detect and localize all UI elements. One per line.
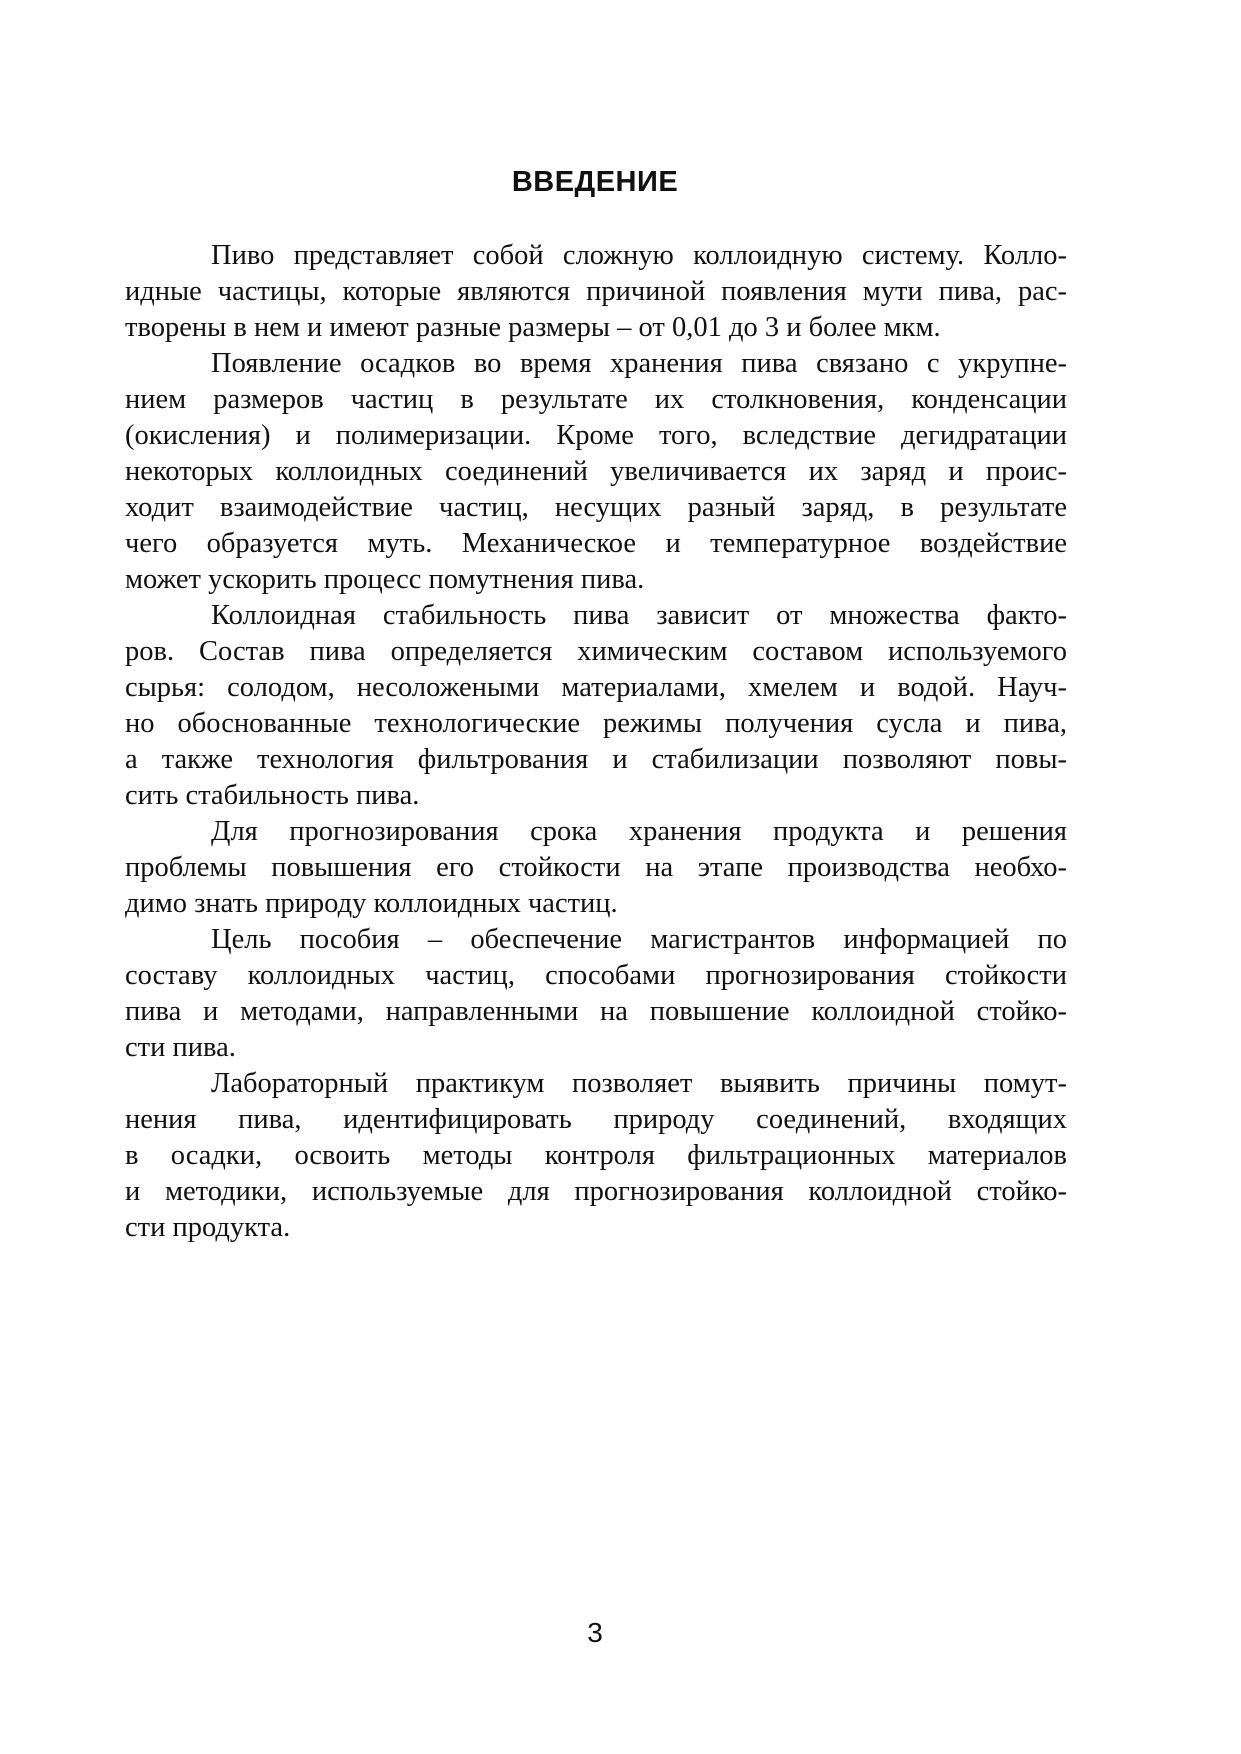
text-line: творены в нем и имеют разные размеры – от 0,01 до 3 и более мкм. <box>125 312 941 343</box>
text-line: а также технология фильтрования и стабилизации позволяют повы- <box>125 744 1067 775</box>
text-line: чего образуется муть. Механическое и температурное воздействие <box>125 528 1067 559</box>
paragraph <box>125 1066 1067 1246</box>
paragraph <box>125 814 1067 922</box>
text-line: Появление осадков во время хранения пива связано с укрупне- <box>211 348 1067 379</box>
text-line: может ускорить процесс помутнения пива. <box>125 564 645 595</box>
text-line: Коллоидная стабильность пива зависит от множества факто- <box>211 600 1067 631</box>
text-line: ходит взаимодействие частиц, несущих разный заряд, в результате <box>125 492 1067 523</box>
paragraph <box>125 922 1067 1066</box>
text-line: некоторых коллоидных соединений увеличивается их заряд и проис- <box>125 456 1067 487</box>
page-title: ВВЕДЕНИЕ <box>511 166 679 198</box>
text-line: (окисления) и полимеризации. Кроме того, вследствие дегидратации <box>125 420 1067 451</box>
paragraph <box>125 346 1067 598</box>
text-line: составу коллоидных частиц, способами прогнозирования стойкости <box>125 960 1067 991</box>
paragraph <box>125 238 1067 346</box>
page-number: 3 <box>587 1617 603 1648</box>
text-line: нием размеров частиц в результате их столкновения, конденсации <box>125 384 1067 415</box>
text-line: Цель пособия – обеспечение магистрантов информацией по <box>211 924 1067 955</box>
text-line: идные частицы, которые являются причиной появления мути пива, рас- <box>125 276 1067 307</box>
text-line: димо знать природу коллоидных частиц. <box>125 888 618 919</box>
text-line: сить стабильность пива. <box>125 780 420 811</box>
text-line: Пиво представляет собой сложную коллоидную систему. Колло- <box>211 240 1067 271</box>
text-line: Лабораторный практикум позволяет выявить причины помут- <box>211 1068 1067 1099</box>
text-line: проблемы повышения его стойкости на этапе производства необхо- <box>125 852 1067 883</box>
text-line: но обоснованные технологические режимы получения сусла и пива, <box>125 708 1067 739</box>
text-line: ров. Состав пива определяется химическим составом используемого <box>125 636 1067 667</box>
text-line: сырья: солодом, несоложеными материалами, хмелем и водой. Науч- <box>125 672 1067 703</box>
paragraph <box>125 598 1067 814</box>
text-line: сти продукта. <box>125 1212 291 1243</box>
text-line: пива и методами, направленными на повышение коллоидной стойко- <box>125 996 1067 1027</box>
text-line: нения пива, идентифицировать природу соединений, входящих <box>125 1104 1067 1135</box>
text-line: и методики, используемые для прогнозирования коллоидной стойко- <box>125 1176 1067 1207</box>
text-line: Для прогнозирования срока хранения продукта и решения <box>211 816 1067 847</box>
body-text <box>125 238 1067 1246</box>
text-line: сти пива. <box>125 1032 236 1063</box>
text-line: в осадки, освоить методы контроля фильтрационных материалов <box>125 1140 1067 1171</box>
